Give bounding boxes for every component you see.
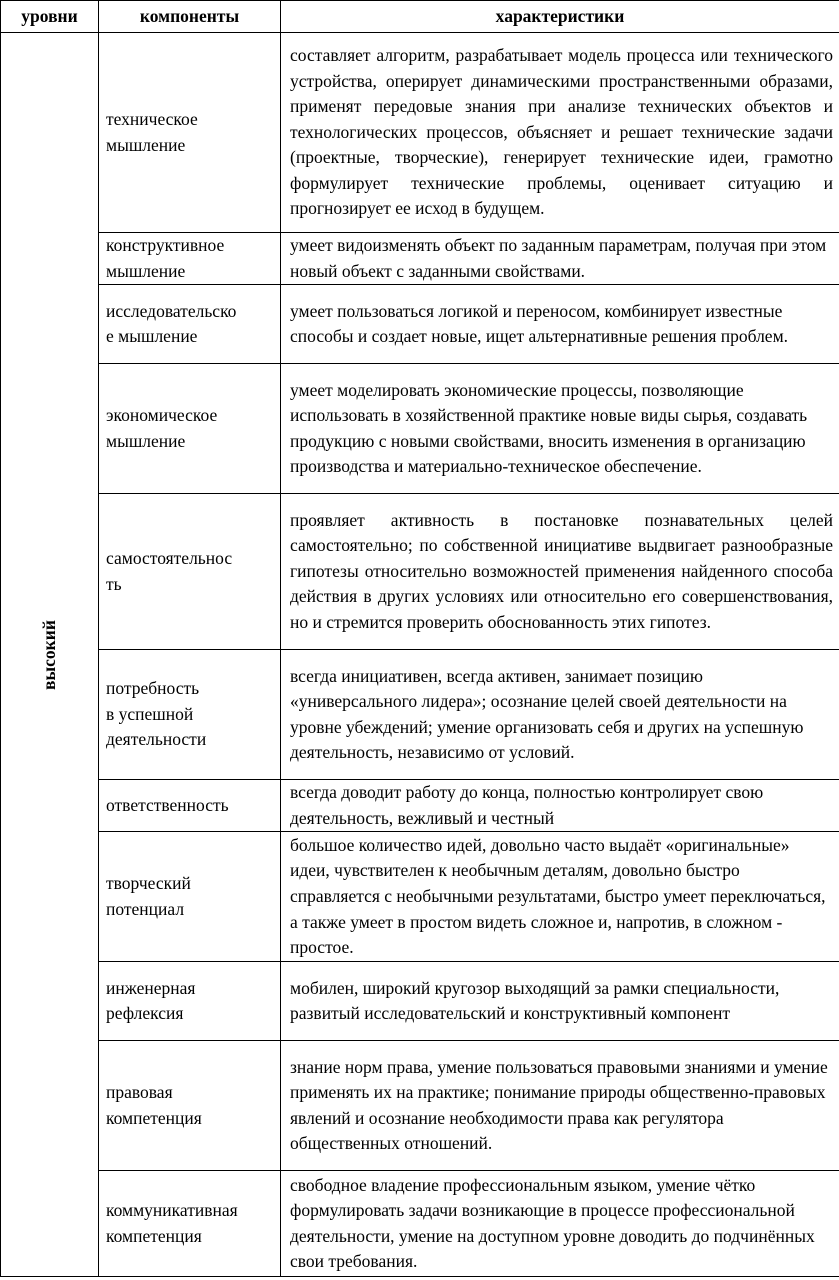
characteristic-cell: свободное владение профессиональным языком, умение чётко формулировать задачи возникающие в процессе профессиональной деятельности, умение на доступном уровне доводить до подчинённых свои требования. bbox=[281, 1171, 839, 1277]
level-label: высокий bbox=[38, 619, 59, 690]
characteristic-cell: знание норм права, умение пользоваться правовыми знаниями и умение применять их на практике; понимание природы общественно-правовых явлений и осознание необходимости права как регулятора общественных отношений. bbox=[281, 1041, 839, 1171]
table-row bbox=[1, 780, 839, 832]
component-cell: творческий потенциал bbox=[99, 832, 281, 962]
table-row bbox=[1, 33, 839, 233]
table-header-row bbox=[1, 1, 839, 33]
table-row bbox=[1, 650, 839, 780]
table-row bbox=[1, 832, 839, 962]
table-row bbox=[1, 285, 839, 364]
header-components: компоненты bbox=[99, 1, 281, 33]
characteristic-cell: умеет видоизменять объект по заданным параметрам, получая при этом новый объект с заданными свойствами. bbox=[281, 233, 839, 285]
characteristic-cell: всегда доводит работу до конца, полностью контролирует свою деятельность, вежливый и честный bbox=[281, 780, 839, 832]
component-cell: коммуникативная компетенция bbox=[99, 1171, 281, 1277]
table-row bbox=[1, 1041, 839, 1171]
characteristic-cell: большое количество идей, довольно часто выдаёт «оригинальные» идеи, чувствителен к необычным деталям, довольно быстро справляется с необычными результатами, быстро умеет переключаться, а также умеет в простом видеть сложное и, напротив, в сложном - простое. bbox=[281, 832, 839, 962]
component-cell: техническое мышление bbox=[99, 33, 281, 233]
characteristic-cell: мобилен, широкий кругозор выходящий за рамки специальности, развитый исследовательский и конструктивный компонент bbox=[281, 962, 839, 1041]
component-cell: потребность в успешной деятельности bbox=[99, 650, 281, 780]
component-cell: ответственность bbox=[99, 780, 281, 832]
characteristic-cell: составляет алгоритм, разрабатывает модель процесса или технического устройства, оперирует динамическими пространственными образами, применят передовые знания при анализе технических объектов и технологических процессов, объясняет и решает технические задачи (проектные, творческие), генерирует технические идеи, грамотно формулирует технические проблемы, оценивает ситуацию и прогнозирует ее исход в будущем. bbox=[281, 33, 839, 233]
table-row bbox=[1, 1171, 839, 1277]
table-row bbox=[1, 494, 839, 650]
characteristic-cell: умеет пользоваться логикой и переносом, комбинирует известные способы и создает новые, ищет альтернативные решения проблем. bbox=[281, 285, 839, 364]
component-cell: правовая компетенция bbox=[99, 1041, 281, 1171]
characteristic-cell: умеет моделировать экономические процессы, позволяющие использовать в хозяйственной практике новые виды сырья, создавать продукцию с новыми свойствами, вносить изменения в организацию производства и материально-техническое обеспечение. bbox=[281, 364, 839, 494]
component-cell: конструктивное мышление bbox=[99, 233, 281, 285]
component-cell: самостоятельнос ть bbox=[99, 494, 281, 650]
header-levels: уровни bbox=[1, 1, 99, 33]
characteristic-cell: всегда инициативен, всегда активен, занимает позицию «универсального лидера»; осознание целей своей деятельности на уровне убеждений; умение организовать себя и других на успешную деятельность, независимо от условий. bbox=[281, 650, 839, 780]
level-cell bbox=[1, 33, 99, 1277]
component-cell: инженерная рефлексия bbox=[99, 962, 281, 1041]
table-row bbox=[1, 364, 839, 494]
component-cell: экономическое мышление bbox=[99, 364, 281, 494]
component-cell: исследовательско е мышление bbox=[99, 285, 281, 364]
table-row bbox=[1, 233, 839, 285]
characteristic-cell: проявляет активность в постановке познавательных целей самостоятельно; по собственной инициативе выдвигает разнообразные гипотезы относительно возможностей применения найденного способа действия в других условиях или относительно его совершенствования, но и стремится проверить обоснованность этих гипотез. bbox=[281, 494, 839, 650]
table-row bbox=[1, 962, 839, 1041]
header-characteristics: характеристики bbox=[281, 1, 839, 33]
